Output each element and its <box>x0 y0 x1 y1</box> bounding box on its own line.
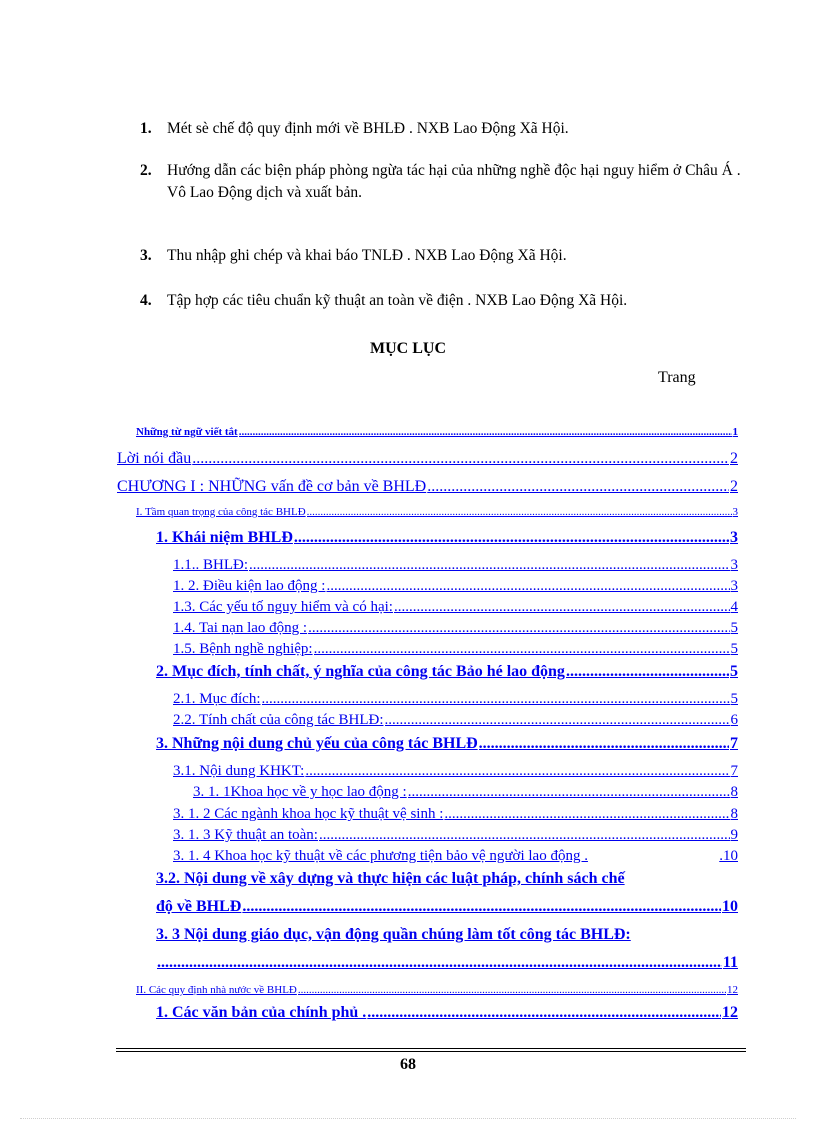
toc-entry[interactable] <box>117 478 738 496</box>
toc-entry[interactable] <box>136 506 738 518</box>
toc-entry-text: 1. 2. Điều kiện lao động : <box>173 578 326 594</box>
toc-entry-text: Lời nói đầu <box>117 450 192 467</box>
toc-entry[interactable] <box>193 784 738 801</box>
toc-entry[interactable] <box>136 426 738 438</box>
toc-entry-text: 3. 1. 2 Các ngành khoa học kỹ thuật vệ sinh : <box>173 806 444 822</box>
toc-leader-dots <box>307 506 732 518</box>
toc-entry-text: 3.2. Nội dung về xây dựng và thực hiện các luật pháp, chính sách chế <box>156 870 625 887</box>
toc-leader-dots <box>294 529 729 547</box>
toc-entry-page: 9 <box>730 827 738 843</box>
toc-entry[interactable] <box>173 557 738 574</box>
toc-entry-text: 1.3. Các yếu tố nguy hiểm và có hại: <box>173 599 393 615</box>
toc-leader-dots <box>427 478 729 496</box>
toc-entry-page: 2 <box>730 450 738 467</box>
toc-title: MỤC LỤC <box>370 340 446 357</box>
footer-rule <box>116 1048 746 1049</box>
toc-entry[interactable] <box>156 735 738 753</box>
toc-leader-dots <box>298 984 726 996</box>
toc-entry-text: 1.1.. BHLĐ: <box>173 557 248 573</box>
reference-text: Tập hợp các tiêu chuẩn kỹ thuật an toàn về điện . NXB Lao Động Xã Hội. <box>167 292 628 309</box>
toc-entry-text: 2. Mục đích, tính chất, ý nghĩa của công tác Bảo hé lao động <box>156 663 565 680</box>
toc-entry-page: .10 <box>719 848 738 864</box>
toc-entry-text: 1. Khái niệm BHLĐ <box>156 529 293 546</box>
toc-entry-page: 1 <box>732 426 738 438</box>
toc-entry-text: 3. 1. 3 Kỹ thuật an toàn: <box>173 827 318 843</box>
reference-text: Hướng dẫn các biện pháp phòng ngừa tác hại của những nghề độc hại nguy hiểm ở Châu Á . Vô Lao Động dịch và xuất bản. <box>167 162 741 201</box>
toc-entry[interactable] <box>117 450 738 468</box>
toc-entry[interactable] <box>173 620 738 637</box>
toc-entry[interactable] <box>156 926 738 944</box>
toc-entry-page: 6 <box>730 712 738 728</box>
reference-text: Mét sè chế độ quy định mới về BHLĐ . NXB Lao Động Xã Hội. <box>167 120 569 137</box>
toc-entry[interactable] <box>173 691 738 708</box>
page-number: 68 <box>400 1056 416 1073</box>
toc-leader-dots <box>192 450 729 468</box>
toc-entry[interactable] <box>173 578 738 595</box>
toc-entry-page: 12 <box>722 1004 738 1021</box>
toc-entry-text: Những từ ngữ viết tắt <box>136 426 238 438</box>
toc-leader-dots <box>319 827 730 844</box>
toc-entry-page: 3 <box>732 506 738 518</box>
toc-entry-page: 3 <box>730 578 738 594</box>
toc-entry-text: 1.4. Tai nạn lao động : <box>173 620 308 636</box>
reference-number: 3. <box>140 247 152 264</box>
reference-number: 2. <box>140 162 152 179</box>
toc-entry-text: 3. 1. 1Khoa học về y học lao động : <box>193 784 407 800</box>
page-edge-divider <box>20 1118 796 1119</box>
toc-leader-dots <box>444 806 729 823</box>
toc-entry-page: 5 <box>730 691 738 707</box>
toc-leader-dots <box>326 578 729 595</box>
toc-leader-dots <box>566 663 729 681</box>
toc-leader-dots <box>479 735 729 753</box>
toc-entry[interactable] <box>173 641 738 658</box>
toc-entry[interactable] <box>173 806 738 823</box>
toc-entry-text: 3. Những nội dung chủ yếu của công tác BHLĐ <box>156 735 478 752</box>
toc-entry-text: 2.2. Tính chất của công tác BHLĐ: <box>173 712 384 728</box>
toc-entry[interactable] <box>156 663 738 681</box>
toc-entry-text: CHƯƠNG I : NHỮNG vấn đề cơ bản về BHLĐ <box>117 478 427 495</box>
toc-entry[interactable] <box>173 848 738 865</box>
toc-entry[interactable] <box>173 763 738 780</box>
toc-entry-page: 11 <box>722 954 738 971</box>
toc-page-column-header: Trang <box>658 369 696 386</box>
toc-entry-text: 2.1. Mục đích: <box>173 691 261 707</box>
toc-entry-page: 4 <box>730 599 738 615</box>
toc-entry-page: 3 <box>730 557 738 573</box>
toc-entry-text: 3. 3 Nội dung giáo dục, vận động quần chúng làm tốt công tác BHLĐ: <box>156 926 631 943</box>
toc-entry[interactable] <box>136 984 738 996</box>
toc-entry-page: 5 <box>730 620 738 636</box>
toc-entry[interactable] <box>156 1004 738 1022</box>
toc-leader-dots <box>408 784 730 801</box>
toc-entry-page: 3 <box>730 529 738 546</box>
toc-entry-page: 5 <box>730 663 738 680</box>
toc-entry-page: 7 <box>730 763 738 779</box>
toc-entry[interactable] <box>173 712 738 729</box>
toc-entry[interactable] <box>156 870 738 888</box>
toc-leader-dots <box>305 763 729 780</box>
footer-rule <box>116 1051 746 1052</box>
toc-leader-dots <box>242 898 721 916</box>
toc-leader-dots <box>385 712 730 729</box>
toc-entry-text: 1.5. Bệnh nghề nghiệp: <box>173 641 313 657</box>
toc-entry-page: 2 <box>730 478 738 495</box>
toc-entry-page: 12 <box>727 984 738 996</box>
toc-entry[interactable] <box>173 827 738 844</box>
toc-leader-dots <box>262 691 730 708</box>
toc-entry-text: I. Tầm quan trọng của công tác BHLĐ <box>136 506 306 518</box>
toc-entry[interactable] <box>156 529 738 547</box>
toc-leader-dots <box>394 599 730 616</box>
toc-leader-dots <box>314 641 730 658</box>
reference-number: 1. <box>140 120 152 137</box>
toc-entry[interactable] <box>156 898 738 916</box>
toc-leader-dots <box>308 620 729 637</box>
toc-entry-page: 8 <box>730 784 738 800</box>
toc-entry-page: 7 <box>730 735 738 752</box>
toc-entry[interactable] <box>156 954 738 972</box>
toc-entry-text: độ về BHLĐ <box>156 898 242 915</box>
toc-entry-page: 5 <box>730 641 738 657</box>
toc-entry-text: 1. Các văn bản của chính phủ . <box>156 1004 367 1021</box>
toc-entry-page: 10 <box>722 898 738 915</box>
toc-entry-text: II. Các quy định nhà nước về BHLĐ <box>136 984 297 996</box>
toc-leader-dots <box>157 954 722 972</box>
reference-text: Thu nhập ghi chép và khai báo TNLĐ . NXB Lao Động Xã Hội. <box>167 247 567 264</box>
toc-entry-text: 3. 1. 4 Khoa học kỹ thuật về các phương tiện bảo vệ người lao động . <box>173 848 588 864</box>
toc-leader-dots <box>249 557 730 574</box>
toc-entry-text: 3.1. Nội dung KHKT: <box>173 763 305 779</box>
toc-entry[interactable] <box>173 599 738 616</box>
toc-entry-page: 8 <box>730 806 738 822</box>
toc-leader-dots <box>239 426 732 438</box>
reference-number: 4. <box>140 292 152 309</box>
toc-leader-dots <box>367 1004 721 1022</box>
